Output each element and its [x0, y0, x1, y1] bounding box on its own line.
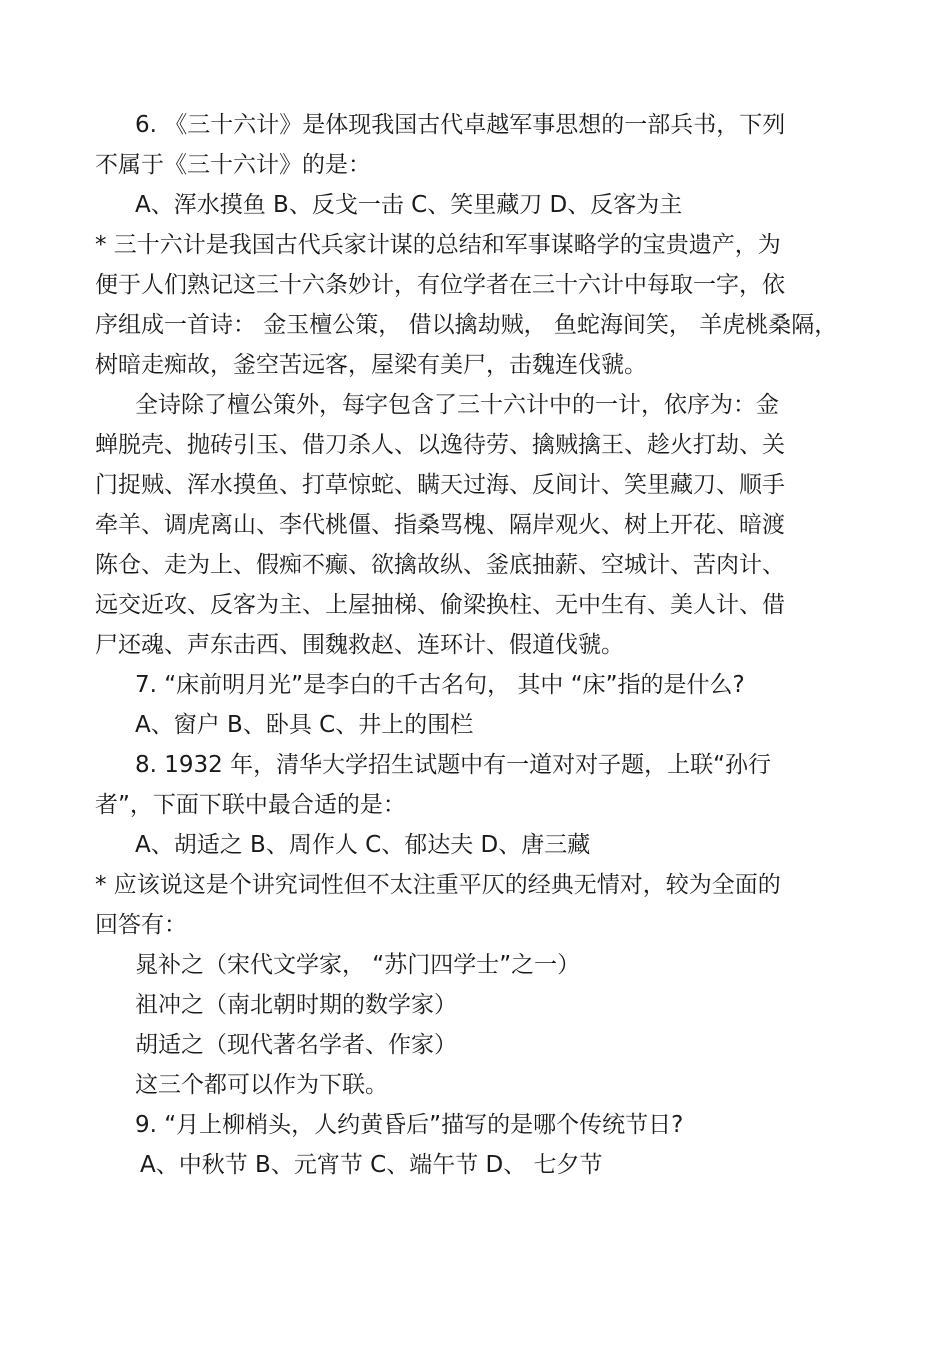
question-8-options: A、胡适之 B、周作人 C、郁达夫 D、唐三藏 — [135, 832, 591, 858]
question-6-options: A、浑水摸鱼 B、反戈一击 C、笑里藏刀 D、反客为主 — [135, 192, 683, 218]
answer-8-option-3: 胡适之（现代著名学者、作家） — [135, 1032, 457, 1058]
note-6-line-1: * 三十六计是我国古代兵家计谋的总结和军事谋略学的宝贵遗产，为 — [95, 232, 781, 258]
note-8-line-2: 回答有： — [95, 912, 187, 938]
question-9-options: A、中秋节 B、元宵节 C、端午节 D、 七夕节 — [140, 1152, 603, 1178]
note-6-line-11: 尸还魂、声东击西、围魏救赵、连环计、假道伐虢。 — [95, 632, 624, 658]
note-6-line-6: 蝉脱壳、抛砖引玉、借刀杀人、以逸待劳、擒贼擒王、趁火打劫、关 — [95, 432, 785, 458]
question-9: 9. “月上柳梢头，人约黄昏后”描写的是哪个传统节日? — [135, 1112, 684, 1138]
note-6-line-2: 便于人们熟记这三十六条妙计，有位学者在三十六计中每取一字，依 — [95, 272, 785, 298]
question-6-line-1: 6. 《三十六计》是体现我国古代卓越军事思想的一部兵书，下列 — [135, 112, 786, 138]
question-7-options: A、窗户 B、卧具 C、井上的围栏 — [135, 712, 474, 738]
note-6-line-5: 全诗除了檀公策外，每字包含了三十六计中的一计，依序为：金 — [135, 392, 779, 418]
note-6-line-4: 树暗走痴故，釜空苦远客，屋梁有美尸，击魏连伐虢。 — [95, 352, 647, 378]
note-6-line-7: 门捉贼、浑水摸鱼、打草惊蛇、瞒天过海、反间计、笑里藏刀、顺手 — [95, 472, 785, 498]
question-8-line-2: 者”，下面下联中最合适的是： — [95, 792, 406, 818]
note-6-line-8: 牵羊、调虎离山、李代桃僵、指桑骂槐、隔岸观火、树上开花、暗渡 — [95, 512, 785, 538]
question-8-line-1: 8. 1932 年，清华大学招生试题中有一道对对子题，上联“孙行 — [135, 752, 772, 778]
note-8-line-1: * 应该说这是个讲究词性但不太注重平仄的经典无情对，较为全面的 — [95, 872, 781, 898]
answer-8-option-2: 祖冲之（南北朝时期的数学家） — [135, 992, 457, 1018]
question-6-line-2: 不属于《三十六计》的是： — [95, 152, 371, 178]
answer-8-option-1: 晁补之（宋代文学家， “苏门四学士”之一） — [135, 952, 581, 978]
note-6-line-3: 序组成一首诗： 金玉檀公策， 借以擒劫贼， 鱼蛇海间笑， 羊虎桃桑隔， — [95, 312, 838, 338]
question-7: 7. “床前明月光”是李白的千古名句， 其中 “床”指的是什么? — [135, 672, 745, 698]
answer-8-conclusion: 这三个都可以作为下联。 — [135, 1072, 388, 1098]
note-6-line-9: 陈仓、走为上、假痴不癫、欲擒故纵、釜底抽薪、空城计、苦肉计、 — [95, 552, 785, 578]
note-6-line-10: 远交近攻、反客为主、上屋抽梯、偷梁换柱、无中生有、美人计、借 — [95, 592, 785, 618]
